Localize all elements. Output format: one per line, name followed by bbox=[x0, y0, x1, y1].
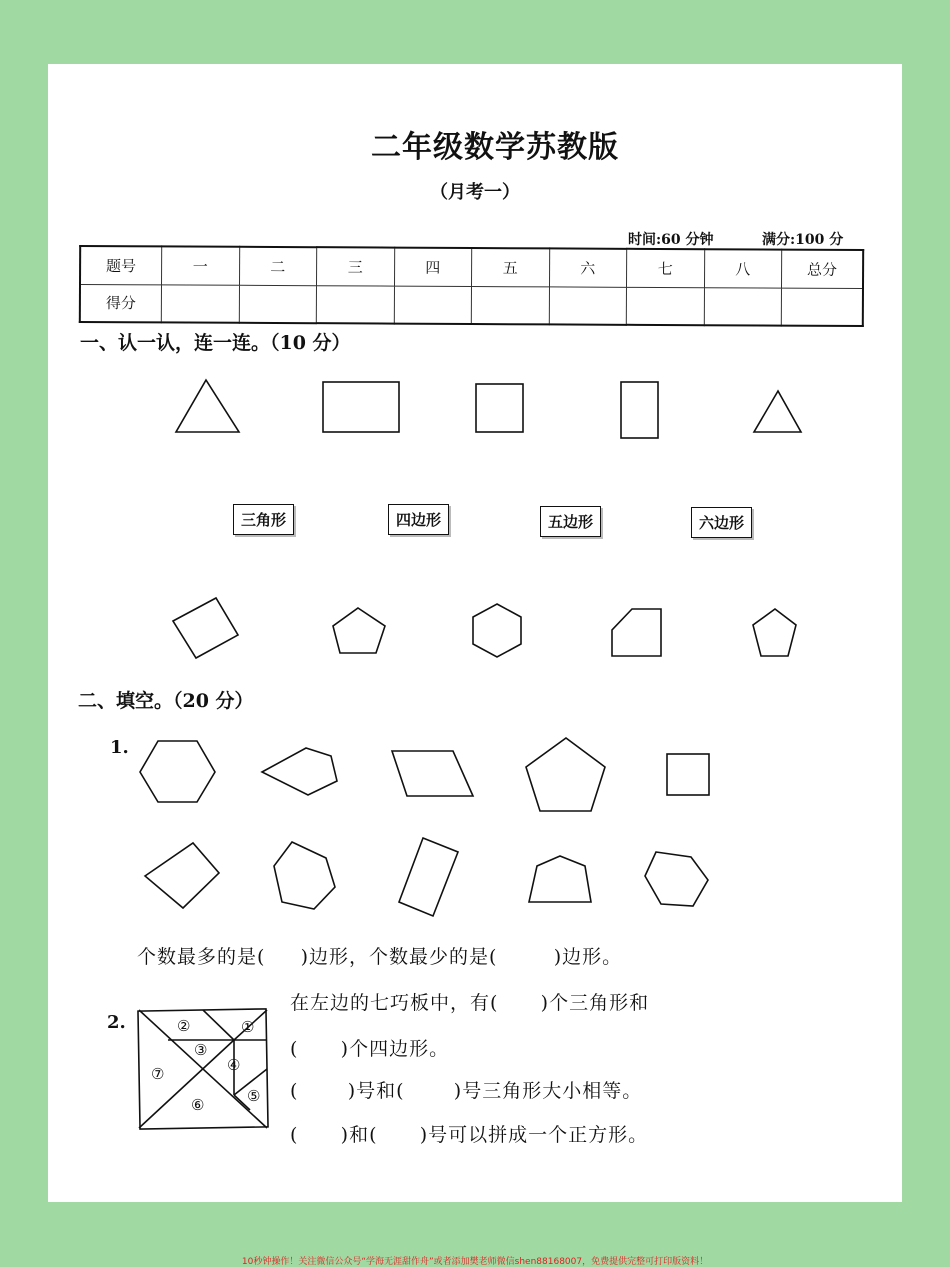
section1-heading: 一、认一认，连一连。（10 分） bbox=[80, 332, 351, 354]
shape-q1-parallelogram[interactable] bbox=[392, 751, 473, 796]
section2-heading: 二、填空。（20 分） bbox=[78, 690, 254, 712]
score-label: 满分:100 分 bbox=[762, 232, 844, 248]
shape-triangle-large[interactable] bbox=[176, 380, 239, 432]
tangram-number-7: ⑦ bbox=[151, 1065, 165, 1083]
shape-rectangle-wide[interactable] bbox=[323, 382, 399, 432]
tangram-number-5: ⑤ bbox=[247, 1087, 261, 1105]
shape-pentagon-2[interactable] bbox=[753, 609, 796, 656]
score-table-col: 六 bbox=[549, 248, 627, 286]
shape-q1-kite[interactable] bbox=[262, 748, 337, 795]
shape-q1-house-pentagon[interactable] bbox=[529, 856, 591, 902]
question2-line-3: ( )号和( )号三角形大小相等。 bbox=[290, 1080, 643, 1102]
score-table-col: 总分 bbox=[781, 250, 863, 288]
question1-number: 1. bbox=[110, 737, 129, 758]
shape-q1-pentagon[interactable] bbox=[526, 738, 605, 811]
page-title: 二年级数学苏教版 bbox=[371, 130, 619, 165]
score-table-col: 八 bbox=[704, 249, 782, 287]
shape-hexagon[interactable] bbox=[473, 604, 521, 657]
shape-cut-corner-quad[interactable] bbox=[612, 609, 661, 656]
shape-triangle-small[interactable] bbox=[754, 391, 801, 432]
score-table-col: 三 bbox=[317, 247, 395, 285]
shape-pentagon-1[interactable] bbox=[333, 608, 385, 653]
shape-q1-diamond[interactable] bbox=[145, 843, 219, 908]
shape-tilted-square[interactable] bbox=[173, 598, 238, 658]
shape-rectangle-tall[interactable] bbox=[621, 382, 658, 438]
score-table-col: 七 bbox=[626, 249, 704, 287]
question2-line-4: ( )和( )号可以拼成一个正方形。 bbox=[290, 1124, 649, 1146]
question2-line-2: ( )个四边形。 bbox=[290, 1038, 450, 1060]
score-table-col: 二 bbox=[239, 247, 317, 285]
label-triangle[interactable]: 三角形 bbox=[233, 504, 294, 535]
shape-q1-tilted-rectangle[interactable] bbox=[399, 838, 458, 916]
score-table-row-head: 题号 bbox=[80, 246, 162, 284]
tangram-number-6: ⑥ bbox=[191, 1096, 205, 1114]
score-table-col: 一 bbox=[162, 246, 240, 284]
tangram-number-3: ③ bbox=[194, 1041, 208, 1059]
page-subtitle: （月考一） bbox=[430, 182, 520, 203]
shape-q1-hexagon[interactable] bbox=[140, 741, 215, 802]
tangram-line bbox=[203, 1010, 234, 1040]
score-table-row-head: 得分 bbox=[80, 284, 162, 322]
footer-note: 10秒钟操作！关注微信公众号“学海无涯甜作舟”或者添加樊老师微信shen88168007，免费提供完整可打印版资料！ bbox=[241, 1257, 709, 1267]
label-pentagon[interactable]: 五边形 bbox=[540, 506, 601, 537]
question2-number: 2. bbox=[107, 1012, 126, 1033]
shape-square[interactable] bbox=[476, 384, 523, 432]
question1-text: 个数最多的是( )边形，个数最少的是( )边形。 bbox=[137, 946, 623, 968]
tangram-number-4: ④ bbox=[227, 1056, 241, 1074]
tangram-number-1: ① bbox=[241, 1018, 255, 1036]
tangram-number-2: ② bbox=[177, 1017, 191, 1035]
score-table-col: 五 bbox=[472, 248, 550, 286]
shape-q1-square[interactable] bbox=[667, 754, 709, 795]
shape-q1-hexagon-2[interactable] bbox=[645, 852, 708, 906]
label-hexagon[interactable]: 六边形 bbox=[691, 507, 752, 538]
label-quadrilateral[interactable]: 四边形 bbox=[388, 504, 449, 535]
time-label: 时间:60 分钟 bbox=[628, 232, 714, 248]
shape-q1-hexagon-irregular[interactable] bbox=[274, 842, 335, 909]
score-table-col: 四 bbox=[394, 248, 472, 286]
question2-line-1: 在左边的七巧板中，有( )个三角形和 bbox=[290, 992, 650, 1014]
